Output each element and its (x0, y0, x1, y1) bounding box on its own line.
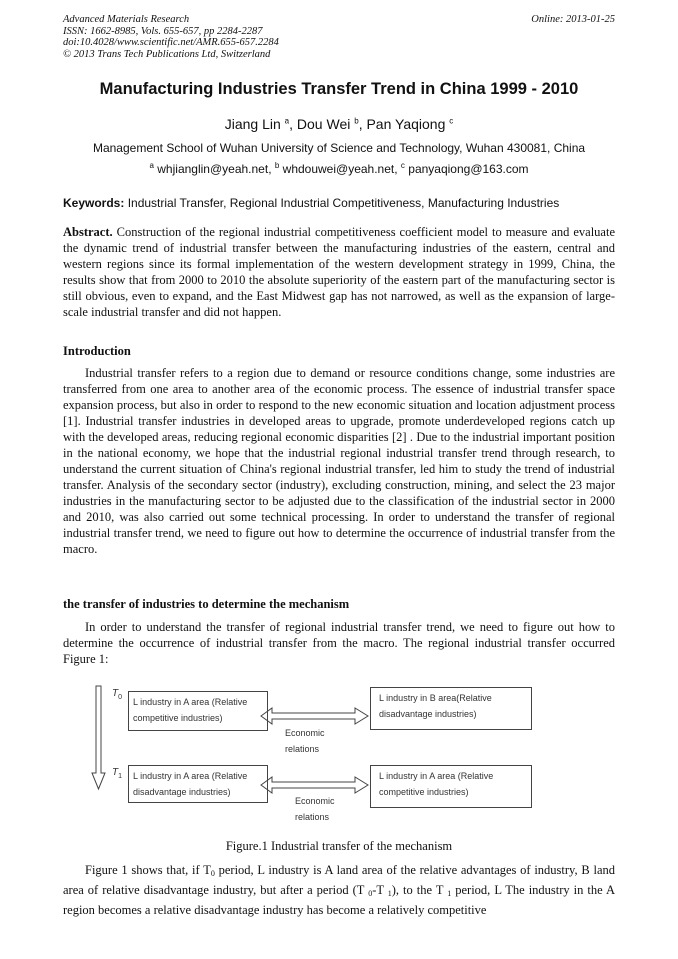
email-link[interactable]: panyaqiong@163.com (408, 162, 529, 176)
time-label-t0: $T_0$ (112, 688, 123, 701)
keywords-text: Industrial Transfer, Regional Industrial Competitiveness, Manufacturing Industries (127, 196, 560, 210)
keywords (63, 196, 623, 210)
journal-name: Advanced Materials Research (63, 14, 190, 25)
email-list: $^a$ whjianglin@yeah.net, $^b$ whdouwei@yeah.net, $^c$ panyaqiong@163.com (149, 161, 529, 176)
figure-1 (80, 683, 540, 829)
copyright-line: © 2013 Trans Tech Publications Ltd, Switzerland (63, 48, 271, 60)
author-sup: b (354, 116, 359, 126)
email-sup: b (274, 161, 280, 170)
mechanism-heading: the transfer of industries to determine the mechanism (63, 597, 350, 611)
abstract (63, 224, 615, 320)
box-b-disadvantage: L industry in B area(Relative disadvantage industries) (370, 687, 532, 730)
email-sup: a (149, 161, 154, 170)
time-label-t1: $T_1$ (112, 767, 123, 780)
paper-title: Manufacturing Industries Transfer Trend in China 1999 - 2010 (99, 80, 579, 98)
author-name: Jiang Lin (224, 116, 281, 132)
mechanism-paragraph: In order to understand the transfer of regional industrial transfer trend, we need to figure out how to determine the occurrence of industrial transfer from the macro. The regional industrial transfer occurred Figure 1: (63, 620, 615, 666)
timeline-arrow-icon (92, 686, 105, 789)
author-sup: c (449, 116, 454, 126)
box-a-competitive: L industry in A area (Relative competitive industries) (128, 691, 268, 731)
affiliation: Management School of Wuhan University of Science and Technology, Wuhan 430081, China (92, 141, 586, 155)
keywords-label: Keywords: (63, 196, 125, 210)
abstract-text: Construction of the regional industrial competitiveness coefficient model to measure and evaluate the dynamic trend of industrial transfer between the manufacturing industries of the eastern, central and western regions since its formal implementation of the western development strategy in 1999, China, the results show that from 2000 to 2010 the absolute superiority of the eastern part of the manufacturing sector is still obvious, even to expand, and the East Midwest gap has not narrowed, as well as the expansion of large-scale industrial transfer and did not happen. (63, 225, 616, 319)
economic-relations-label: Economic relations (285, 728, 325, 754)
author-name: Dou Wei (296, 116, 351, 132)
closing-paragraph: Figure 1 shows that, if T0 period, L industry is A land area of the relative advantages of industry, B land area of relative disadvantage industry, but after a period (T 0-T 1), to the T 1 period, L The industry in the A region becomes a relative disadvantage industry has become a relatively competitive (63, 863, 616, 917)
intro-heading: Introduction (63, 344, 131, 358)
double-arrow-icon (261, 777, 368, 793)
online-date: Online: 2013-01-25 (531, 14, 615, 25)
doi-line[interactable]: doi:10.4028/www.scientific.net/AMR.655-657.2284 (63, 37, 279, 48)
figure-caption: Figure.1 Industrial transfer of the mechanism (225, 839, 453, 853)
issn-line: ISSN: 1662-8985, Vols. 655-657, pp 2284-2287 (63, 25, 263, 37)
page-header (63, 14, 615, 60)
author-sup: a (284, 116, 290, 126)
box-a-disadvantage: L industry in A area (Relative disadvantage industries) (128, 765, 268, 803)
double-arrow-icon (261, 708, 368, 724)
email-sup: c (400, 161, 405, 170)
author-name: Pan Yaqiong (366, 116, 446, 132)
box-a-competitive-later: L industry in A area (Relative competitive industries) (370, 765, 532, 808)
author-list: Jiang Lin $^a$, Dou Wei $^b$, Pan Yaqiong $^c$ (224, 116, 454, 132)
economic-relations-label: Economic relations (295, 796, 335, 822)
email-link[interactable]: whjianglin@yeah.net (157, 162, 269, 176)
abstract-label: Abstract. (63, 225, 113, 239)
email-link[interactable]: whdouwei@yeah.net (282, 162, 395, 176)
intro-paragraph: Industrial transfer refers to a region due to demand or resource conditions change, some industries are transferred from one area to another area of the economic process. The essence of industrial transfer space expansion process, but also in order to respond to the new economic situation and location adjustment process [1]. Industrial transfer industries in developed areas to upgrade, promote underdeveloped regions catch up with the developed areas, reducing regional economic disparities [2] . Due to the industrial important position in the national economy, we hope that the industrial regional industrial transfer trend through research, to understand the current situation of China's regional industrial transfer, led him to study the trend of industrial transfer. Analysis of the secondary sector (industry), excluding construction, mining, and select the 23 major industries in the manufacturing sector to be adjusted due to the classification of the industrial sector in 2000 and 2010, was also carried out some technical processing. In order to understand the transfer of regional industrial transfer trend, we need to figure out how to determine the occurrence of industrial transfer from the macro. (63, 366, 615, 556)
